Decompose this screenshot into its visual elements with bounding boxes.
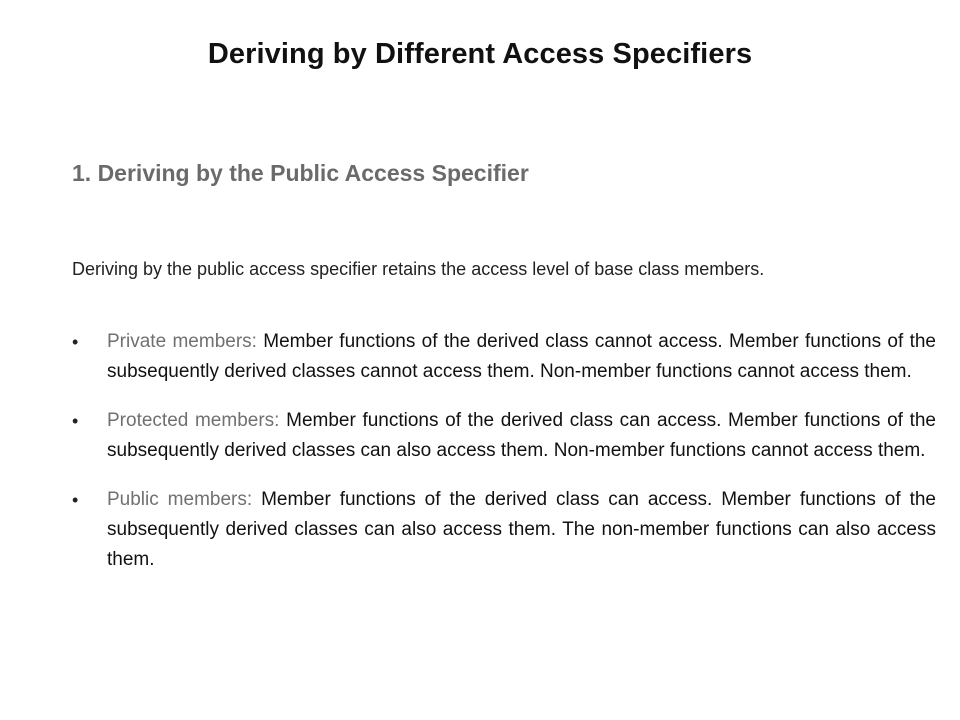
bullet-item-private [72, 327, 936, 387]
intro-paragraph: Deriving by the public access specifier retains the access level of base class members. [72, 259, 765, 279]
section-heading: 1. Deriving by the Public Access Specifier [72, 160, 529, 186]
bullet-term: Protected members: [107, 410, 280, 431]
bullet-icon: • [72, 490, 79, 510]
bullet-term: Public members: [107, 489, 253, 510]
bullet-item-public [72, 485, 936, 575]
bullet-item-protected [72, 406, 936, 466]
bullet-icon: • [72, 411, 79, 431]
bullet-term: Private members: [107, 331, 257, 352]
bullet-text: Member functions of the derived class can access. Member functions of the subsequently derived classes can also access them. The non-member functions can also access them. [107, 489, 936, 570]
slide-title: Deriving by Different Access Specifiers [207, 38, 753, 70]
bullet-text: Member functions of the derived class can access. Member functions of the subsequently derived classes can also access them. Non-member functions cannot access them. [107, 410, 936, 461]
bullet-text: Member functions of the derived class cannot access. Member functions of the subsequently derived classes cannot access them. Non-member functions cannot access them. [107, 331, 936, 382]
bullet-list [72, 327, 936, 594]
bullet-icon: • [72, 332, 79, 352]
